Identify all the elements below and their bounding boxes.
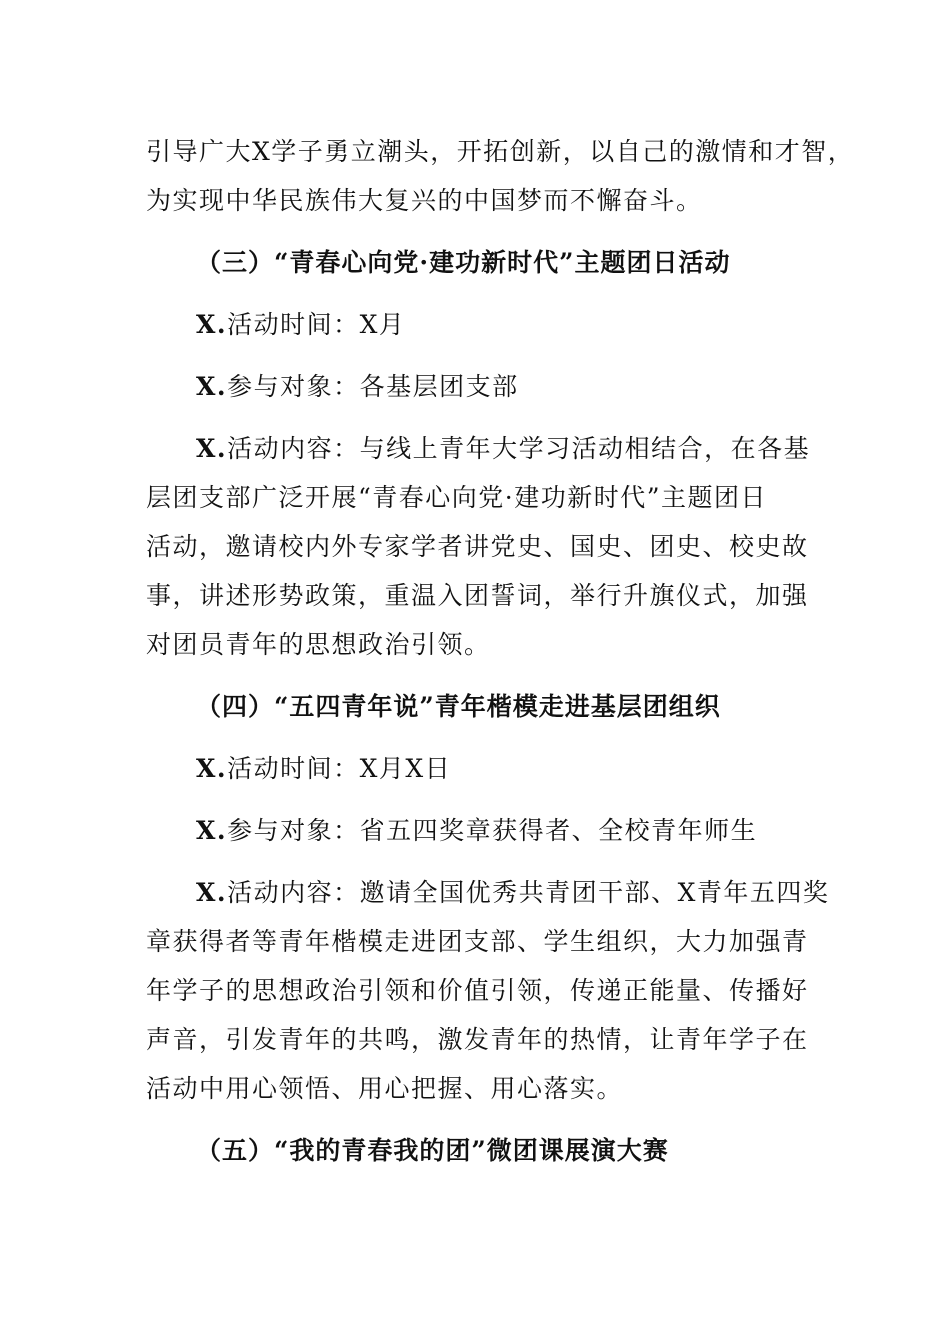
body-text-line: 声音，引发青年的共鸣，激发青年的热情，让青年学子在 [146,1025,809,1054]
body-text-line: 层团支部广泛开展“青春心向党·建功新时代”主题团日 [146,483,768,512]
item-text: 活动内容：与线上青年大学习活动相结合，在各基 [227,434,811,463]
item-number: X. [196,754,228,783]
item-number: X. [196,310,228,339]
item-text: 参与对象：各基层团支部 [227,372,519,401]
item-number: X. [196,816,228,845]
list-item-content [196,433,950,465]
body-text-line: 年学子的思想政治引领和价值引领，传递正能量、传播好 [146,976,809,1005]
list-item-content [196,877,950,909]
body-text-line: 对团员青年的思想政治引领。 [146,630,491,659]
body-text-line: 活动中用心领悟、用心把握、用心落实。 [146,1074,624,1103]
list-item-participants [196,815,950,847]
item-number: X. [196,434,228,463]
item-text: 参与对象：省五四奖章获得者、全校青年师生 [227,816,758,845]
body-text-line: 为实现中华民族伟大复兴的中国梦而不懈奋斗。 [146,186,703,215]
item-text: 活动内容：邀请全国优秀共青团干部、X青年五四奖 [227,878,830,907]
body-text-line: 活动，邀请校内外专家学者讲党史、国史、团史、校史故 [146,532,809,561]
body-text-line: 章获得者等青年楷模走进团支部、学生组织，大力加强青 [146,927,809,956]
list-item-participants [196,371,950,403]
body-text-line: 引导广大X学子勇立潮头，开拓创新，以自己的激情和才智， [146,137,855,166]
body-text-line: 事，讲述形势政策，重温入团誓词，举行升旗仪式，加强 [146,581,809,610]
list-item-time [196,309,950,341]
section-heading-3: （三）“青春心向党·建功新时代”主题团日活动 [196,248,731,277]
section-heading-5: （五）“我的青春我的团”微团课展演大赛 [196,1136,669,1165]
item-text: 活动时间：X月 [227,310,406,339]
item-text: 活动时间：X月X日 [227,754,452,783]
list-item-time [196,753,950,785]
item-number: X. [196,372,228,401]
item-number: X. [196,878,228,907]
section-heading-4: （四）“五四青年说”青年楷模走进基层团组织 [196,692,721,721]
